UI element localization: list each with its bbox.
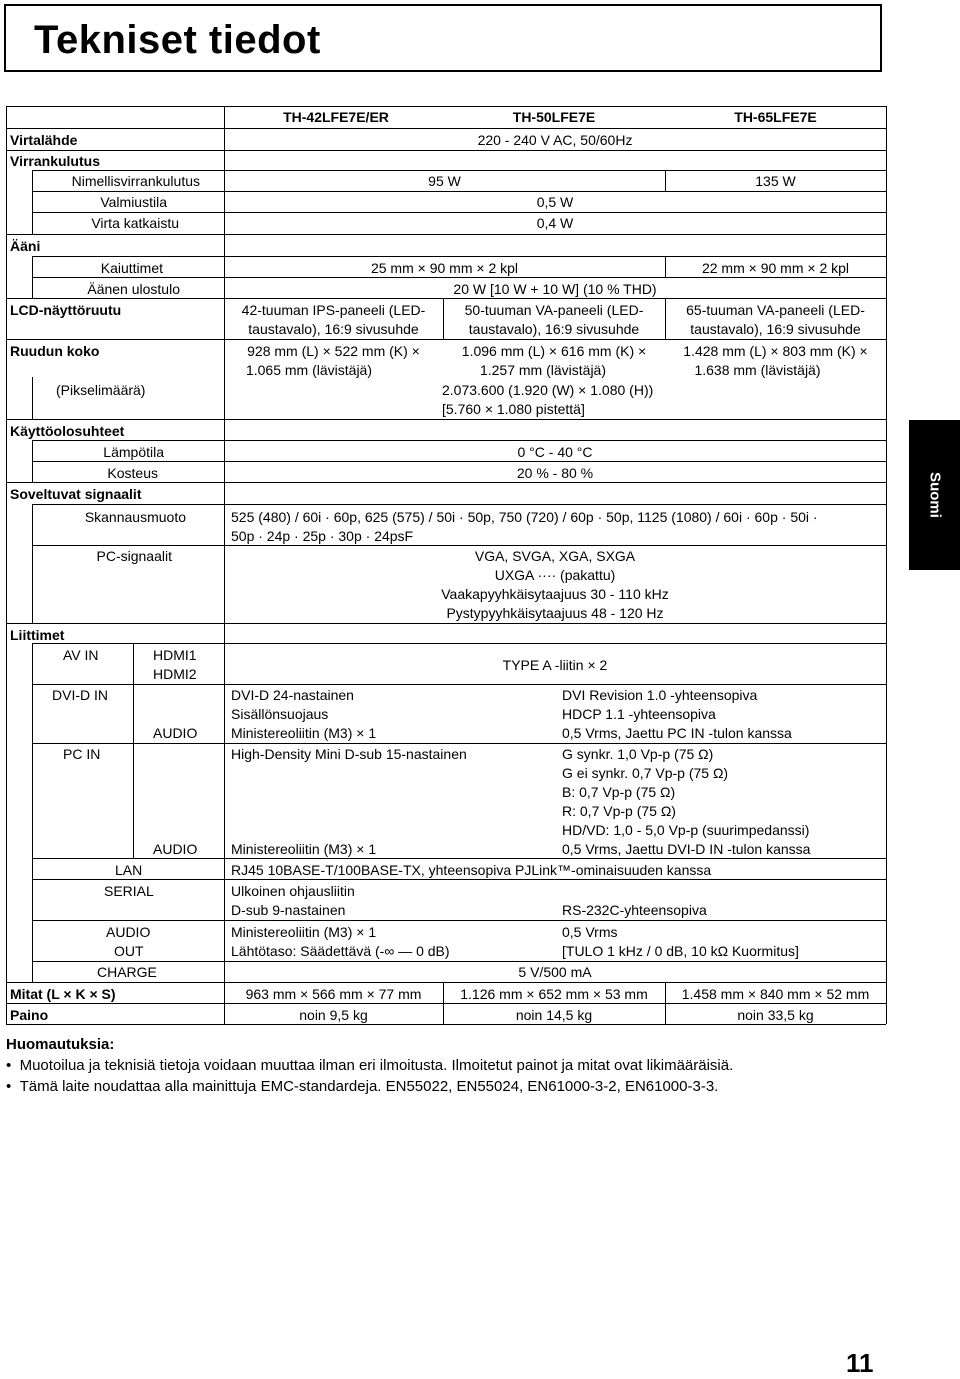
value-hdmi: TYPE A -liitin × 2: [502, 657, 608, 673]
row-divider: [6, 150, 886, 151]
value-dvi-r1: DVI Revision 1.0 -yhteensopiva: [562, 687, 758, 703]
col-divider: [32, 377, 33, 419]
value-dvi-r2: HDCP 1.1 -yhteensopiva: [562, 706, 716, 722]
label-soveltuvat-signaalit: Soveltuvat signaalit: [10, 486, 142, 502]
col-divider: [32, 643, 33, 982]
label-audio-out-2: OUT: [114, 943, 144, 959]
table-border-bottom: [6, 1024, 886, 1025]
page-title: Tekniset tiedot: [34, 18, 321, 62]
value-pikseli-a: 2.073.600 (1.920 (W) × 1.080 (H)): [442, 382, 654, 398]
value-aanen-ulostulo: 20 W [10 W + 10 W] (10 % THD): [453, 281, 657, 297]
row-divider: [6, 234, 886, 235]
page-number: 11: [846, 1348, 874, 1378]
value-nimellis-b: 135 W: [755, 173, 796, 189]
header-model-3: TH-65LFE7E: [734, 109, 817, 125]
value-aout-r2: [TULO 1 kHz / 0 dB, 10 kΩ Kuormitus]: [562, 943, 799, 959]
table-border-top: [6, 106, 886, 107]
label-serial: SERIAL: [104, 883, 154, 899]
label-pikselimaara: (Pikselimäärä): [56, 382, 146, 398]
label-lan: LAN: [115, 862, 143, 878]
value-virta-katkaistu: 0,4 W: [536, 215, 574, 231]
value-skannaus-b: 50p · 24p · 25p · 30p · 24psF: [231, 528, 414, 544]
label-dvi-d-in: DVI-D IN: [52, 687, 108, 703]
value-paino-3: noin 33,5 kg: [737, 1007, 814, 1023]
label-mitat: Mitat (L × K × S): [10, 986, 116, 1002]
label-kosteus: Kosteus: [107, 465, 158, 481]
value-serial-r: RS-232C-yhteensopiva: [562, 902, 707, 918]
row-divider: [32, 684, 886, 685]
value-mitat-2: 1.126 mm × 652 mm × 53 mm: [460, 986, 648, 1002]
value-pc-in-r2: G ei synkr. 0,7 Vp-p (75 Ω): [562, 765, 729, 781]
value-virtalahde: 220 - 240 V AC, 50/60Hz: [477, 132, 633, 148]
col-divider: [224, 106, 225, 1024]
row-divider: [32, 858, 886, 859]
value-mitat-3: 1.458 mm × 840 mm × 52 mm: [681, 986, 870, 1002]
value-skannaus-a: 525 (480) / 60i · 60p, 625 (575) / 50i · 50p, 750 (720) / 60p · 50p, 1125 (1080) / 60i · 60p · 50i ·: [231, 509, 818, 525]
label-kayttoolosuhteet: Käyttöolosuhteet: [10, 423, 125, 439]
value-pc-3: Vaakapyyhkäisytaajuus 30 - 110 kHz: [441, 586, 669, 602]
value-paino-1: noin 9,5 kg: [299, 1007, 368, 1023]
label-charge: CHARGE: [97, 964, 157, 980]
value-koko-3a: 1.428 mm (L) × 803 mm (K) ×: [683, 343, 868, 359]
row-divider: [32, 170, 886, 171]
label-lcd: LCD-näyttöruutu: [10, 302, 122, 318]
row-divider: [6, 298, 886, 299]
label-virrankulutus: Virrankulutus: [10, 153, 100, 169]
row-divider: [32, 440, 886, 441]
value-lcd-3a: 65-tuuman VA-paneeli (LED-: [686, 302, 865, 318]
label-pc-in: PC IN: [63, 746, 101, 762]
table-border-right: [886, 106, 887, 1024]
label-nimellisvirrankulutus: Nimellisvirrankulutus: [71, 173, 200, 189]
value-aout-1: Ministereoliitin (M3) × 1: [231, 924, 377, 940]
note-item: • Tämä laite noudattaa alla mainittuja EMC-standardeja. EN55022, EN55024, EN61000-3-2, EN61000-3-3.: [6, 1078, 719, 1095]
value-pc-in-r4: R: 0,7 Vp-p (75 Ω): [562, 803, 676, 819]
row-divider: [32, 191, 886, 192]
row-divider: [32, 879, 886, 880]
label-dvi-audio: AUDIO: [153, 725, 198, 741]
row-divider: [6, 419, 886, 420]
value-pc-in-r3: B: 0,7 Vp-p (75 Ω): [562, 784, 676, 800]
title-box: [4, 4, 882, 72]
language-side-tab: [909, 420, 960, 570]
value-lcd-3b: taustavalo), 16:9 sivusuhde: [690, 321, 861, 337]
value-pc-audio-r: 0,5 Vrms, Jaettu DVI-D IN -tulon kanssa: [562, 841, 811, 857]
value-koko-1a: 928 mm (L) × 522 mm (K) ×: [247, 343, 420, 359]
row-divider: [32, 212, 886, 213]
value-dvi-1: DVI-D 24-nastainen: [231, 687, 354, 703]
note-text-2: Tämä laite noudattaa alla mainittuja EMC-standardeja. EN55022, EN55024, EN61000-3-2, EN61000-3-3.: [19, 1078, 719, 1095]
row-divider: [6, 482, 886, 483]
label-aani: Ääni: [10, 238, 41, 254]
label-kaiuttimet: Kaiuttimet: [100, 260, 163, 276]
value-valmiustila: 0,5 W: [536, 194, 574, 210]
value-lcd-2b: taustavalo), 16:9 sivusuhde: [468, 321, 640, 337]
value-pc-4: Pystypyyhkäisytaajuus 48 - 120 Hz: [446, 605, 664, 621]
label-skannausmuoto: Skannausmuoto: [84, 509, 186, 525]
value-dvi-r3: 0,5 Vrms, Jaettu PC IN -tulon kanssa: [562, 725, 792, 741]
value-kaiuttimet-a: 25 mm × 90 mm × 2 kpl: [370, 260, 519, 276]
row-divider: [6, 623, 886, 624]
value-lcd-1a: 42-tuuman IPS-paneeli (LED-: [241, 302, 426, 318]
value-pc-audio-l: Ministereoliitin (M3) × 1: [231, 841, 377, 857]
row-divider: [32, 504, 886, 505]
value-lan: RJ45 10BASE-T/100BASE-TX, yhteensopiva PJLink™-ominaisuuden kanssa: [231, 862, 712, 878]
value-pc-in-r5: HD/VD: 1,0 - 5,0 Vp-p (suurimpedanssi): [562, 822, 810, 838]
label-audio-out-1: AUDIO: [106, 924, 151, 940]
label-lampotila: Lämpötila: [103, 444, 164, 460]
row-divider: [32, 461, 886, 462]
value-koko-3b: 1.638 mm (lävistäjä): [694, 362, 821, 378]
col-divider: [133, 643, 134, 858]
value-pc-in-r1: G synkr. 1,0 Vp-p (75 Ω): [562, 746, 714, 762]
table-border-left: [6, 106, 7, 1024]
row-divider: [6, 982, 886, 983]
label-av-in: AV IN: [63, 647, 99, 663]
row-divider: [6, 128, 886, 129]
label-pc-signaalit: PC-signaalit: [96, 548, 172, 564]
notes-section: [6, 1034, 733, 1097]
note-text-1: Muotoilua ja teknisiä tietoja voidaan muuttaa ilman eri ilmoitusta. Ilmoitetut painot ja mitat ovat likimääräisiä.: [19, 1057, 734, 1074]
value-dvi-3: Ministereoliitin (M3) × 1: [231, 725, 377, 741]
value-nimellis-a: 95 W: [428, 173, 461, 189]
header-model-2: TH-50LFE7E: [512, 109, 596, 125]
value-aout-r1: 0,5 Vrms: [562, 924, 618, 940]
value-koko-1b: 1.065 mm (lävistäjä): [245, 362, 373, 378]
value-kaiuttimet-b: 22 mm × 90 mm × 2 kpl: [701, 260, 850, 276]
value-charge: 5 V/500 mA: [518, 964, 592, 980]
row-divider: [32, 256, 886, 257]
value-paino-2: noin 14,5 kg: [515, 1007, 593, 1023]
row-divider: [32, 961, 886, 962]
value-mitat-1: 963 mm × 566 mm × 77 mm: [245, 986, 422, 1002]
row-divider: [32, 277, 886, 278]
value-lcd-1b: taustavalo), 16:9 sivusuhde: [248, 321, 419, 337]
row-divider: [32, 920, 886, 921]
value-dvi-2: Sisällönsuojaus: [231, 706, 329, 722]
value-aout-2: Lähtötaso: Säädettävä (-∞ — 0 dB): [231, 943, 450, 959]
label-liittimet: Liittimet: [10, 627, 65, 643]
row-divider: [6, 1003, 886, 1004]
header-model-1: TH-42LFE7E/ER: [283, 109, 389, 125]
label-aanen-ulostulo: Äänen ulostulo: [87, 281, 180, 297]
value-pc-1: VGA, SVGA, XGA, SXGA: [474, 548, 636, 564]
value-pikseli-b: [5.760 × 1.080 pistettä]: [442, 401, 585, 417]
label-virtalahde: Virtalähde: [10, 132, 78, 148]
value-koko-2b: 1.257 mm (lävistäjä): [479, 362, 607, 378]
row-divider: [6, 339, 886, 340]
note-item: • Muotoilua ja teknisiä tietoja voidaan muuttaa ilman eri ilmoitusta. Ilmoitetut painot ja mitat ovat likimääräisiä.: [6, 1057, 734, 1074]
label-paino: Paino: [10, 1007, 49, 1023]
label-valmiustila: Valmiustila: [100, 194, 167, 210]
notes-title: Huomautuksia:: [6, 1036, 115, 1053]
label-pc-audio: AUDIO: [153, 841, 198, 857]
label-ruudun-koko: Ruudun koko: [10, 343, 100, 359]
value-lcd-2a: 50-tuuman VA-paneeli (LED-: [464, 302, 644, 318]
value-koko-2a: 1.096 mm (L) × 616 mm (K) ×: [461, 343, 647, 359]
value-serial-2: D-sub 9-nastainen: [231, 902, 346, 918]
value-pc-2: UXGA ···· (pakattu): [494, 567, 616, 583]
row-divider: [32, 643, 886, 644]
row-divider: [32, 743, 886, 744]
value-serial-1: Ulkoinen ohjausliitin: [231, 883, 355, 899]
label-virta-katkaistu: Virta katkaistu: [91, 215, 179, 231]
value-lampotila: 0 °C - 40 °C: [517, 444, 593, 460]
row-divider: [32, 545, 886, 546]
side-tab-label: Suomi: [926, 472, 943, 518]
label-hdmi1: HDMI1: [153, 647, 197, 663]
value-pc-in-l: High-Density Mini D-sub 15-nastainen: [231, 746, 467, 762]
label-hdmi2: HDMI2: [153, 666, 197, 682]
value-kosteus: 20 % - 80 %: [516, 465, 594, 481]
